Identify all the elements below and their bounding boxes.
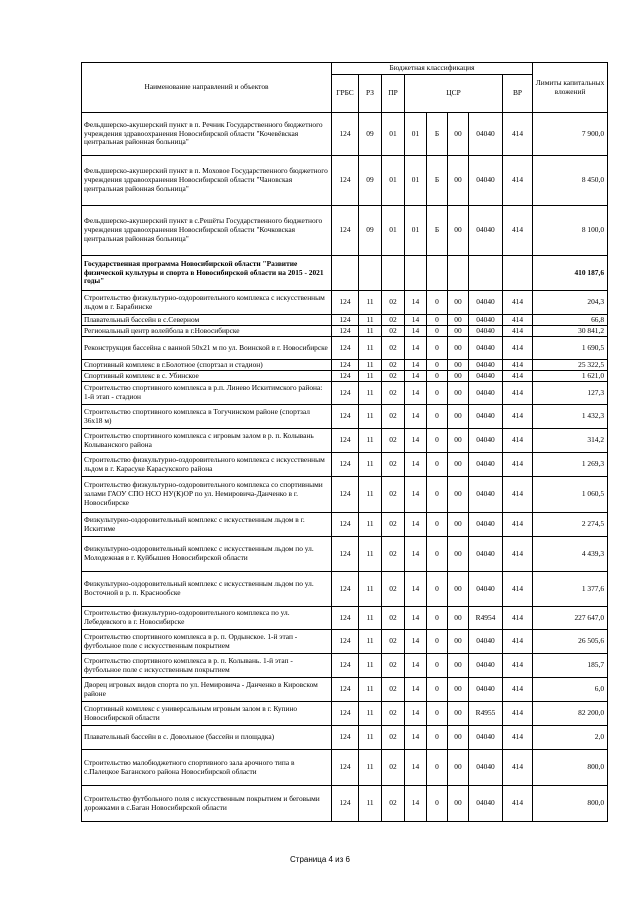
- csr-direction-cell: 04040: [469, 337, 503, 360]
- csr-program-cell: [405, 256, 427, 291]
- csr-program-cell: 14: [405, 607, 427, 630]
- csr-direction-cell: 04040: [469, 360, 503, 371]
- row-name-cell: Строительство физкультурно-оздоровительного комплекса со спортивными залами ГАОУ СПО НСО НУ(К)ОР по ул. Немировича-Данченко в г. Новосибирске: [82, 477, 332, 513]
- vr-cell: [503, 256, 533, 291]
- pr-cell: 02: [382, 371, 405, 382]
- row-name-cell: Плавательный бассейн в с.Северном: [82, 315, 332, 326]
- csr-program-cell: 14: [405, 429, 427, 453]
- rz-cell: 11: [359, 630, 382, 654]
- vr-cell: 414: [503, 382, 533, 405]
- limit-cell: 8 100,0: [533, 206, 608, 256]
- csr-event-cell: 00: [448, 405, 469, 429]
- csr-subprogram-cell: Б: [427, 206, 448, 256]
- rz-cell: 11: [359, 315, 382, 326]
- vr-cell: 414: [503, 291, 533, 315]
- grbs-cell: 124: [332, 360, 359, 371]
- table-row: [82, 371, 608, 382]
- vr-cell: 414: [503, 113, 533, 156]
- grbs-cell: 124: [332, 156, 359, 206]
- csr-event-cell: 00: [448, 382, 469, 405]
- grbs-cell: 124: [332, 113, 359, 156]
- rz-cell: 11: [359, 405, 382, 429]
- rz-cell: 09: [359, 206, 382, 256]
- pr-cell: 02: [382, 750, 405, 786]
- csr-direction-cell: 04040: [469, 156, 503, 206]
- row-name-cell: Строительство спортивного комплекса с игровым залом в р. п. Колывань Колыванского района: [82, 429, 332, 453]
- rz-cell: 11: [359, 607, 382, 630]
- grbs-cell: [332, 256, 359, 291]
- csr-direction-cell: R4955: [469, 702, 503, 726]
- rz-cell: 11: [359, 702, 382, 726]
- limit-cell: 1 621,0: [533, 371, 608, 382]
- csr-event-cell: 00: [448, 337, 469, 360]
- csr-event-cell: 00: [448, 607, 469, 630]
- csr-direction-cell: 04040: [469, 429, 503, 453]
- rz-cell: 11: [359, 429, 382, 453]
- vr-cell: 414: [503, 337, 533, 360]
- row-name-cell: Спортивный комплекс в с. Убинское: [82, 371, 332, 382]
- grbs-cell: 124: [332, 291, 359, 315]
- header-limits: Лимиты капитальных вложений: [533, 63, 608, 113]
- table-row: [82, 678, 608, 702]
- rz-cell: 11: [359, 477, 382, 513]
- rz-cell: 11: [359, 360, 382, 371]
- csr-event-cell: 00: [448, 453, 469, 477]
- pr-cell: 02: [382, 360, 405, 371]
- csr-program-cell: 01: [405, 113, 427, 156]
- table-row: [82, 786, 608, 822]
- csr-event-cell: 00: [448, 537, 469, 572]
- grbs-cell: 124: [332, 382, 359, 405]
- limit-cell: 127,3: [533, 382, 608, 405]
- csr-direction-cell: 04040: [469, 654, 503, 678]
- grbs-cell: 124: [332, 315, 359, 326]
- csr-event-cell: 00: [448, 750, 469, 786]
- limit-cell: 800,0: [533, 786, 608, 822]
- csr-direction-cell: 04040: [469, 206, 503, 256]
- csr-program-cell: 14: [405, 337, 427, 360]
- row-name-cell: Плавательный бассейн в с. Довольное (бассейн и площадка): [82, 726, 332, 750]
- table-row: [82, 630, 608, 654]
- csr-program-cell: 14: [405, 382, 427, 405]
- rz-cell: 11: [359, 678, 382, 702]
- grbs-cell: 124: [332, 371, 359, 382]
- csr-program-cell: 14: [405, 750, 427, 786]
- limit-cell: 314,2: [533, 429, 608, 453]
- row-name-cell: Строительство спортивного комплекса в р. п. Колывань. 1-й этап - футбольное поле с искусственным покрытием: [82, 654, 332, 678]
- csr-event-cell: 00: [448, 371, 469, 382]
- table-row: [82, 382, 608, 405]
- row-name-cell: Строительство спортивного комплекса в р.п. Линево Искитимского района: 1-й этап - стадион: [82, 382, 332, 405]
- grbs-cell: 124: [332, 726, 359, 750]
- csr-event-cell: 00: [448, 654, 469, 678]
- pr-cell: 02: [382, 630, 405, 654]
- limit-cell: 204,3: [533, 291, 608, 315]
- limit-cell: 8 450,0: [533, 156, 608, 206]
- csr-direction-cell: 04040: [469, 726, 503, 750]
- csr-program-cell: 14: [405, 630, 427, 654]
- csr-direction-cell: 04040: [469, 513, 503, 537]
- csr-program-cell: 14: [405, 360, 427, 371]
- row-name-cell: Строительство малобюджетного спортивного зала арочного типа в с.Палецкое Баганского района Новосибирской области: [82, 750, 332, 786]
- table-row: [82, 726, 608, 750]
- csr-subprogram-cell: 0: [427, 371, 448, 382]
- vr-cell: 414: [503, 572, 533, 607]
- csr-event-cell: 00: [448, 206, 469, 256]
- limit-cell: 4 439,3: [533, 537, 608, 572]
- vr-cell: 414: [503, 429, 533, 453]
- header-pr: ПР: [382, 75, 405, 113]
- row-name-cell: Строительство физкультурно-оздоровительного комплекса по ул. Лебедевского в г. Новосибирске: [82, 607, 332, 630]
- csr-subprogram-cell: 0: [427, 315, 448, 326]
- csr-subprogram-cell: 0: [427, 291, 448, 315]
- vr-cell: 414: [503, 654, 533, 678]
- limit-cell: 185,7: [533, 654, 608, 678]
- pr-cell: 02: [382, 572, 405, 607]
- table-row: [82, 702, 608, 726]
- csr-subprogram-cell: 0: [427, 607, 448, 630]
- csr-subprogram-cell: 0: [427, 630, 448, 654]
- csr-event-cell: 00: [448, 572, 469, 607]
- vr-cell: 414: [503, 726, 533, 750]
- header-name-column: Наименование направлений и объектов: [82, 63, 332, 113]
- vr-cell: 414: [503, 607, 533, 630]
- table-row: [82, 654, 608, 678]
- csr-direction-cell: 04040: [469, 572, 503, 607]
- page-footer: Страница 4 из 6: [290, 855, 350, 864]
- grbs-cell: 124: [332, 513, 359, 537]
- csr-event-cell: 00: [448, 678, 469, 702]
- pr-cell: 02: [382, 513, 405, 537]
- csr-subprogram-cell: 0: [427, 453, 448, 477]
- header-csr: ЦСР: [405, 75, 503, 113]
- pr-cell: 02: [382, 405, 405, 429]
- rz-cell: 11: [359, 337, 382, 360]
- row-name-cell: Строительство спортивного комплекса в Тогучинском районе (спортзал 36х18 м): [82, 405, 332, 429]
- rz-cell: 09: [359, 156, 382, 206]
- rz-cell: [359, 256, 382, 291]
- csr-direction-cell: 04040: [469, 371, 503, 382]
- limit-cell: 26 505,6: [533, 630, 608, 654]
- pr-cell: 02: [382, 477, 405, 513]
- pr-cell: 02: [382, 786, 405, 822]
- csr-event-cell: 00: [448, 429, 469, 453]
- table-row: [82, 537, 608, 572]
- grbs-cell: 124: [332, 702, 359, 726]
- table-row: [82, 337, 608, 360]
- csr-program-cell: 14: [405, 315, 427, 326]
- row-name-cell: Строительство физкультурно-оздоровительного комплекса с искусственным льдом в г. Карасуке Карасукского района: [82, 453, 332, 477]
- row-name-cell: Спортивный комплекс в г.Болотное (спортзал и стадион): [82, 360, 332, 371]
- limit-cell: 1 060,5: [533, 477, 608, 513]
- vr-cell: 414: [503, 750, 533, 786]
- csr-subprogram-cell: 0: [427, 513, 448, 537]
- pr-cell: 02: [382, 326, 405, 337]
- table-row: [82, 291, 608, 315]
- grbs-cell: 124: [332, 678, 359, 702]
- pr-cell: 01: [382, 206, 405, 256]
- limit-cell: 800,0: [533, 750, 608, 786]
- limit-cell: 1 432,3: [533, 405, 608, 429]
- csr-subprogram-cell: 0: [427, 726, 448, 750]
- csr-direction-cell: 04040: [469, 477, 503, 513]
- rz-cell: 11: [359, 726, 382, 750]
- table-row: [82, 572, 608, 607]
- table-row: [82, 405, 608, 429]
- table-row: [82, 113, 608, 156]
- table-body: [82, 113, 608, 822]
- table-row: [82, 206, 608, 256]
- csr-direction-cell: 04040: [469, 382, 503, 405]
- row-name-cell: Строительство физкультурно-оздоровительного комплекса с искусственным льдом в г. Барабинске: [82, 291, 332, 315]
- csr-program-cell: 14: [405, 453, 427, 477]
- csr-subprogram-cell: 0: [427, 654, 448, 678]
- vr-cell: 414: [503, 206, 533, 256]
- grbs-cell: 124: [332, 429, 359, 453]
- csr-event-cell: 00: [448, 786, 469, 822]
- csr-subprogram-cell: [427, 256, 448, 291]
- csr-event-cell: 00: [448, 291, 469, 315]
- row-name-cell: Дворец игровых видов спорта по ул. Немировича - Данченко в Кировском районе: [82, 678, 332, 702]
- csr-event-cell: 00: [448, 702, 469, 726]
- pr-cell: 02: [382, 607, 405, 630]
- rz-cell: 11: [359, 326, 382, 337]
- vr-cell: 414: [503, 477, 533, 513]
- limit-cell: 227 647,0: [533, 607, 608, 630]
- csr-direction-cell: 04040: [469, 786, 503, 822]
- csr-event-cell: [448, 256, 469, 291]
- table-row: [82, 360, 608, 371]
- table-row: [82, 477, 608, 513]
- rz-cell: 11: [359, 537, 382, 572]
- grbs-cell: 124: [332, 607, 359, 630]
- row-name-cell: Физкультурно-оздоровительный комплекс с искусственным льдом по ул. Восточной в р. п. Краснообске: [82, 572, 332, 607]
- csr-direction-cell: 04040: [469, 750, 503, 786]
- csr-subprogram-cell: 0: [427, 537, 448, 572]
- csr-program-cell: 14: [405, 537, 427, 572]
- row-name-cell: Фельдшерско-акушерский пункт в п. Речник Государственного бюджетного учреждения здравоохранения Новосибирской области "Кочевёвская центральная районная больница": [82, 113, 332, 156]
- header-vr: ВР: [503, 75, 533, 113]
- table-row: [82, 429, 608, 453]
- vr-cell: 414: [503, 702, 533, 726]
- csr-direction-cell: 04040: [469, 537, 503, 572]
- grbs-cell: 124: [332, 572, 359, 607]
- vr-cell: 414: [503, 315, 533, 326]
- rz-cell: 11: [359, 786, 382, 822]
- csr-direction-cell: 04040: [469, 405, 503, 429]
- row-name-cell: Государственная программа Новосибирской области "Развитие физической культуры и спорта в Новосибирской области на 2015 - 2021 годы": [82, 256, 332, 291]
- csr-event-cell: 00: [448, 326, 469, 337]
- row-name-cell: Строительство футбольного поля с искусственным покрытием и беговыми дорожками в с.Баган Новосибирской области: [82, 786, 332, 822]
- rz-cell: 11: [359, 382, 382, 405]
- csr-subprogram-cell: 0: [427, 477, 448, 513]
- vr-cell: 414: [503, 786, 533, 822]
- pr-cell: 01: [382, 113, 405, 156]
- csr-program-cell: 14: [405, 726, 427, 750]
- csr-event-cell: 00: [448, 513, 469, 537]
- csr-subprogram-cell: 0: [427, 360, 448, 371]
- csr-program-cell: 14: [405, 291, 427, 315]
- vr-cell: 414: [503, 371, 533, 382]
- limit-cell: 6,0: [533, 678, 608, 702]
- table-row: [82, 513, 608, 537]
- vr-cell: 414: [503, 360, 533, 371]
- csr-event-cell: 00: [448, 630, 469, 654]
- csr-program-cell: 14: [405, 371, 427, 382]
- csr-program-cell: 14: [405, 405, 427, 429]
- pr-cell: 02: [382, 315, 405, 326]
- grbs-cell: 124: [332, 630, 359, 654]
- csr-program-cell: 14: [405, 477, 427, 513]
- csr-program-cell: 14: [405, 702, 427, 726]
- csr-program-cell: 14: [405, 654, 427, 678]
- table-row: [82, 326, 608, 337]
- csr-subprogram-cell: 0: [427, 382, 448, 405]
- rz-cell: 11: [359, 371, 382, 382]
- csr-event-cell: 00: [448, 315, 469, 326]
- vr-cell: 414: [503, 678, 533, 702]
- grbs-cell: 124: [332, 405, 359, 429]
- budget-table-page: [81, 62, 607, 822]
- csr-program-cell: 14: [405, 572, 427, 607]
- rz-cell: 11: [359, 750, 382, 786]
- limit-cell: 66,8: [533, 315, 608, 326]
- limit-cell: 1 690,5: [533, 337, 608, 360]
- row-name-cell: Физкультурно-оздоровительный комплекс с искусственным льдом в г. Искитиме: [82, 513, 332, 537]
- pr-cell: 02: [382, 726, 405, 750]
- csr-program-cell: 14: [405, 326, 427, 337]
- rz-cell: 11: [359, 453, 382, 477]
- csr-direction-cell: 04040: [469, 630, 503, 654]
- grbs-cell: 124: [332, 786, 359, 822]
- pr-cell: 01: [382, 156, 405, 206]
- csr-program-cell: 14: [405, 513, 427, 537]
- csr-subprogram-cell: 0: [427, 750, 448, 786]
- csr-direction-cell: 04040: [469, 678, 503, 702]
- csr-subprogram-cell: 0: [427, 702, 448, 726]
- vr-cell: 414: [503, 537, 533, 572]
- header-rz: РЗ: [359, 75, 382, 113]
- rz-cell: 09: [359, 113, 382, 156]
- limit-cell: 82 200,0: [533, 702, 608, 726]
- grbs-cell: 124: [332, 537, 359, 572]
- csr-subprogram-cell: Б: [427, 156, 448, 206]
- pr-cell: 02: [382, 429, 405, 453]
- csr-event-cell: 00: [448, 477, 469, 513]
- table-row: [82, 315, 608, 326]
- rz-cell: 11: [359, 572, 382, 607]
- csr-program-cell: 14: [405, 678, 427, 702]
- pr-cell: 02: [382, 537, 405, 572]
- csr-subprogram-cell: 0: [427, 337, 448, 360]
- grbs-cell: 124: [332, 654, 359, 678]
- grbs-cell: 124: [332, 477, 359, 513]
- limit-cell: 1 377,6: [533, 572, 608, 607]
- pr-cell: 02: [382, 337, 405, 360]
- csr-program-cell: 14: [405, 786, 427, 822]
- vr-cell: 414: [503, 326, 533, 337]
- csr-event-cell: 00: [448, 360, 469, 371]
- row-name-cell: Фельдшерско-акушерский пункт в с.Решёты Государственного бюджетного учреждения здравоохранения Новосибирской области "Кочковская центральная районная больница": [82, 206, 332, 256]
- row-name-cell: Реконструкция бассейна с ванной 50х21 м по ул. Воинской в г. Новосибирске: [82, 337, 332, 360]
- csr-direction-cell: 04040: [469, 453, 503, 477]
- table-row: [82, 607, 608, 630]
- limit-cell: 30 841,2: [533, 326, 608, 337]
- pr-cell: [382, 256, 405, 291]
- grbs-cell: 124: [332, 453, 359, 477]
- table-row: [82, 156, 608, 206]
- grbs-cell: 124: [332, 337, 359, 360]
- limit-cell: 2,0: [533, 726, 608, 750]
- rz-cell: 11: [359, 513, 382, 537]
- header-budget-classification: Бюджетная классификация: [332, 63, 533, 75]
- csr-event-cell: 00: [448, 113, 469, 156]
- csr-subprogram-cell: 0: [427, 429, 448, 453]
- csr-direction-cell: 04040: [469, 291, 503, 315]
- vr-cell: 414: [503, 630, 533, 654]
- csr-direction-cell: R4954: [469, 607, 503, 630]
- csr-event-cell: 00: [448, 726, 469, 750]
- pr-cell: 02: [382, 702, 405, 726]
- row-name-cell: Фельдшерско-акушерский пункт в п. Моховое Государственного бюджетного учреждения здравоохранения Новосибирской области "Чановская центральная районная больница": [82, 156, 332, 206]
- csr-subprogram-cell: 0: [427, 405, 448, 429]
- limit-cell: 1 269,3: [533, 453, 608, 477]
- csr-subprogram-cell: 0: [427, 678, 448, 702]
- table-row: [82, 256, 608, 291]
- csr-direction-cell: 04040: [469, 326, 503, 337]
- header-grbs: ГРБС: [332, 75, 359, 113]
- vr-cell: 414: [503, 156, 533, 206]
- budget-table: [81, 62, 608, 822]
- csr-subprogram-cell: 0: [427, 326, 448, 337]
- row-name-cell: Строительство спортивного комплекса в р. п. Ордынское. 1-й этап - футбольное поле с искусственным покрытием: [82, 630, 332, 654]
- csr-subprogram-cell: 0: [427, 786, 448, 822]
- grbs-cell: 124: [332, 326, 359, 337]
- pr-cell: 02: [382, 678, 405, 702]
- pr-cell: 02: [382, 453, 405, 477]
- pr-cell: 02: [382, 291, 405, 315]
- vr-cell: 414: [503, 405, 533, 429]
- csr-event-cell: 00: [448, 156, 469, 206]
- csr-program-cell: 01: [405, 206, 427, 256]
- table-row: [82, 453, 608, 477]
- limit-cell: 7 900,0: [533, 113, 608, 156]
- csr-direction-cell: 04040: [469, 315, 503, 326]
- csr-direction-cell: [469, 256, 503, 291]
- csr-program-cell: 01: [405, 156, 427, 206]
- row-name-cell: Спортивный комплекс с универсальным игровым залом в г. Купино Новосибирской области: [82, 702, 332, 726]
- pr-cell: 02: [382, 382, 405, 405]
- rz-cell: 11: [359, 291, 382, 315]
- csr-direction-cell: 04040: [469, 113, 503, 156]
- limit-cell: 2 274,5: [533, 513, 608, 537]
- pr-cell: 02: [382, 654, 405, 678]
- limit-cell: 410 187,6: [533, 256, 608, 291]
- grbs-cell: 124: [332, 750, 359, 786]
- csr-subprogram-cell: Б: [427, 113, 448, 156]
- grbs-cell: 124: [332, 206, 359, 256]
- vr-cell: 414: [503, 513, 533, 537]
- row-name-cell: Региональный центр волейбола в г.Новосибирске: [82, 326, 332, 337]
- row-name-cell: Физкультурно-оздоровительный комплекс с искусственным льдом по ул. Молодежная в г. Куйбышев Новосибирской области: [82, 537, 332, 572]
- table-row: [82, 750, 608, 786]
- limit-cell: 25 322,5: [533, 360, 608, 371]
- rz-cell: 11: [359, 654, 382, 678]
- csr-subprogram-cell: 0: [427, 572, 448, 607]
- vr-cell: 414: [503, 453, 533, 477]
